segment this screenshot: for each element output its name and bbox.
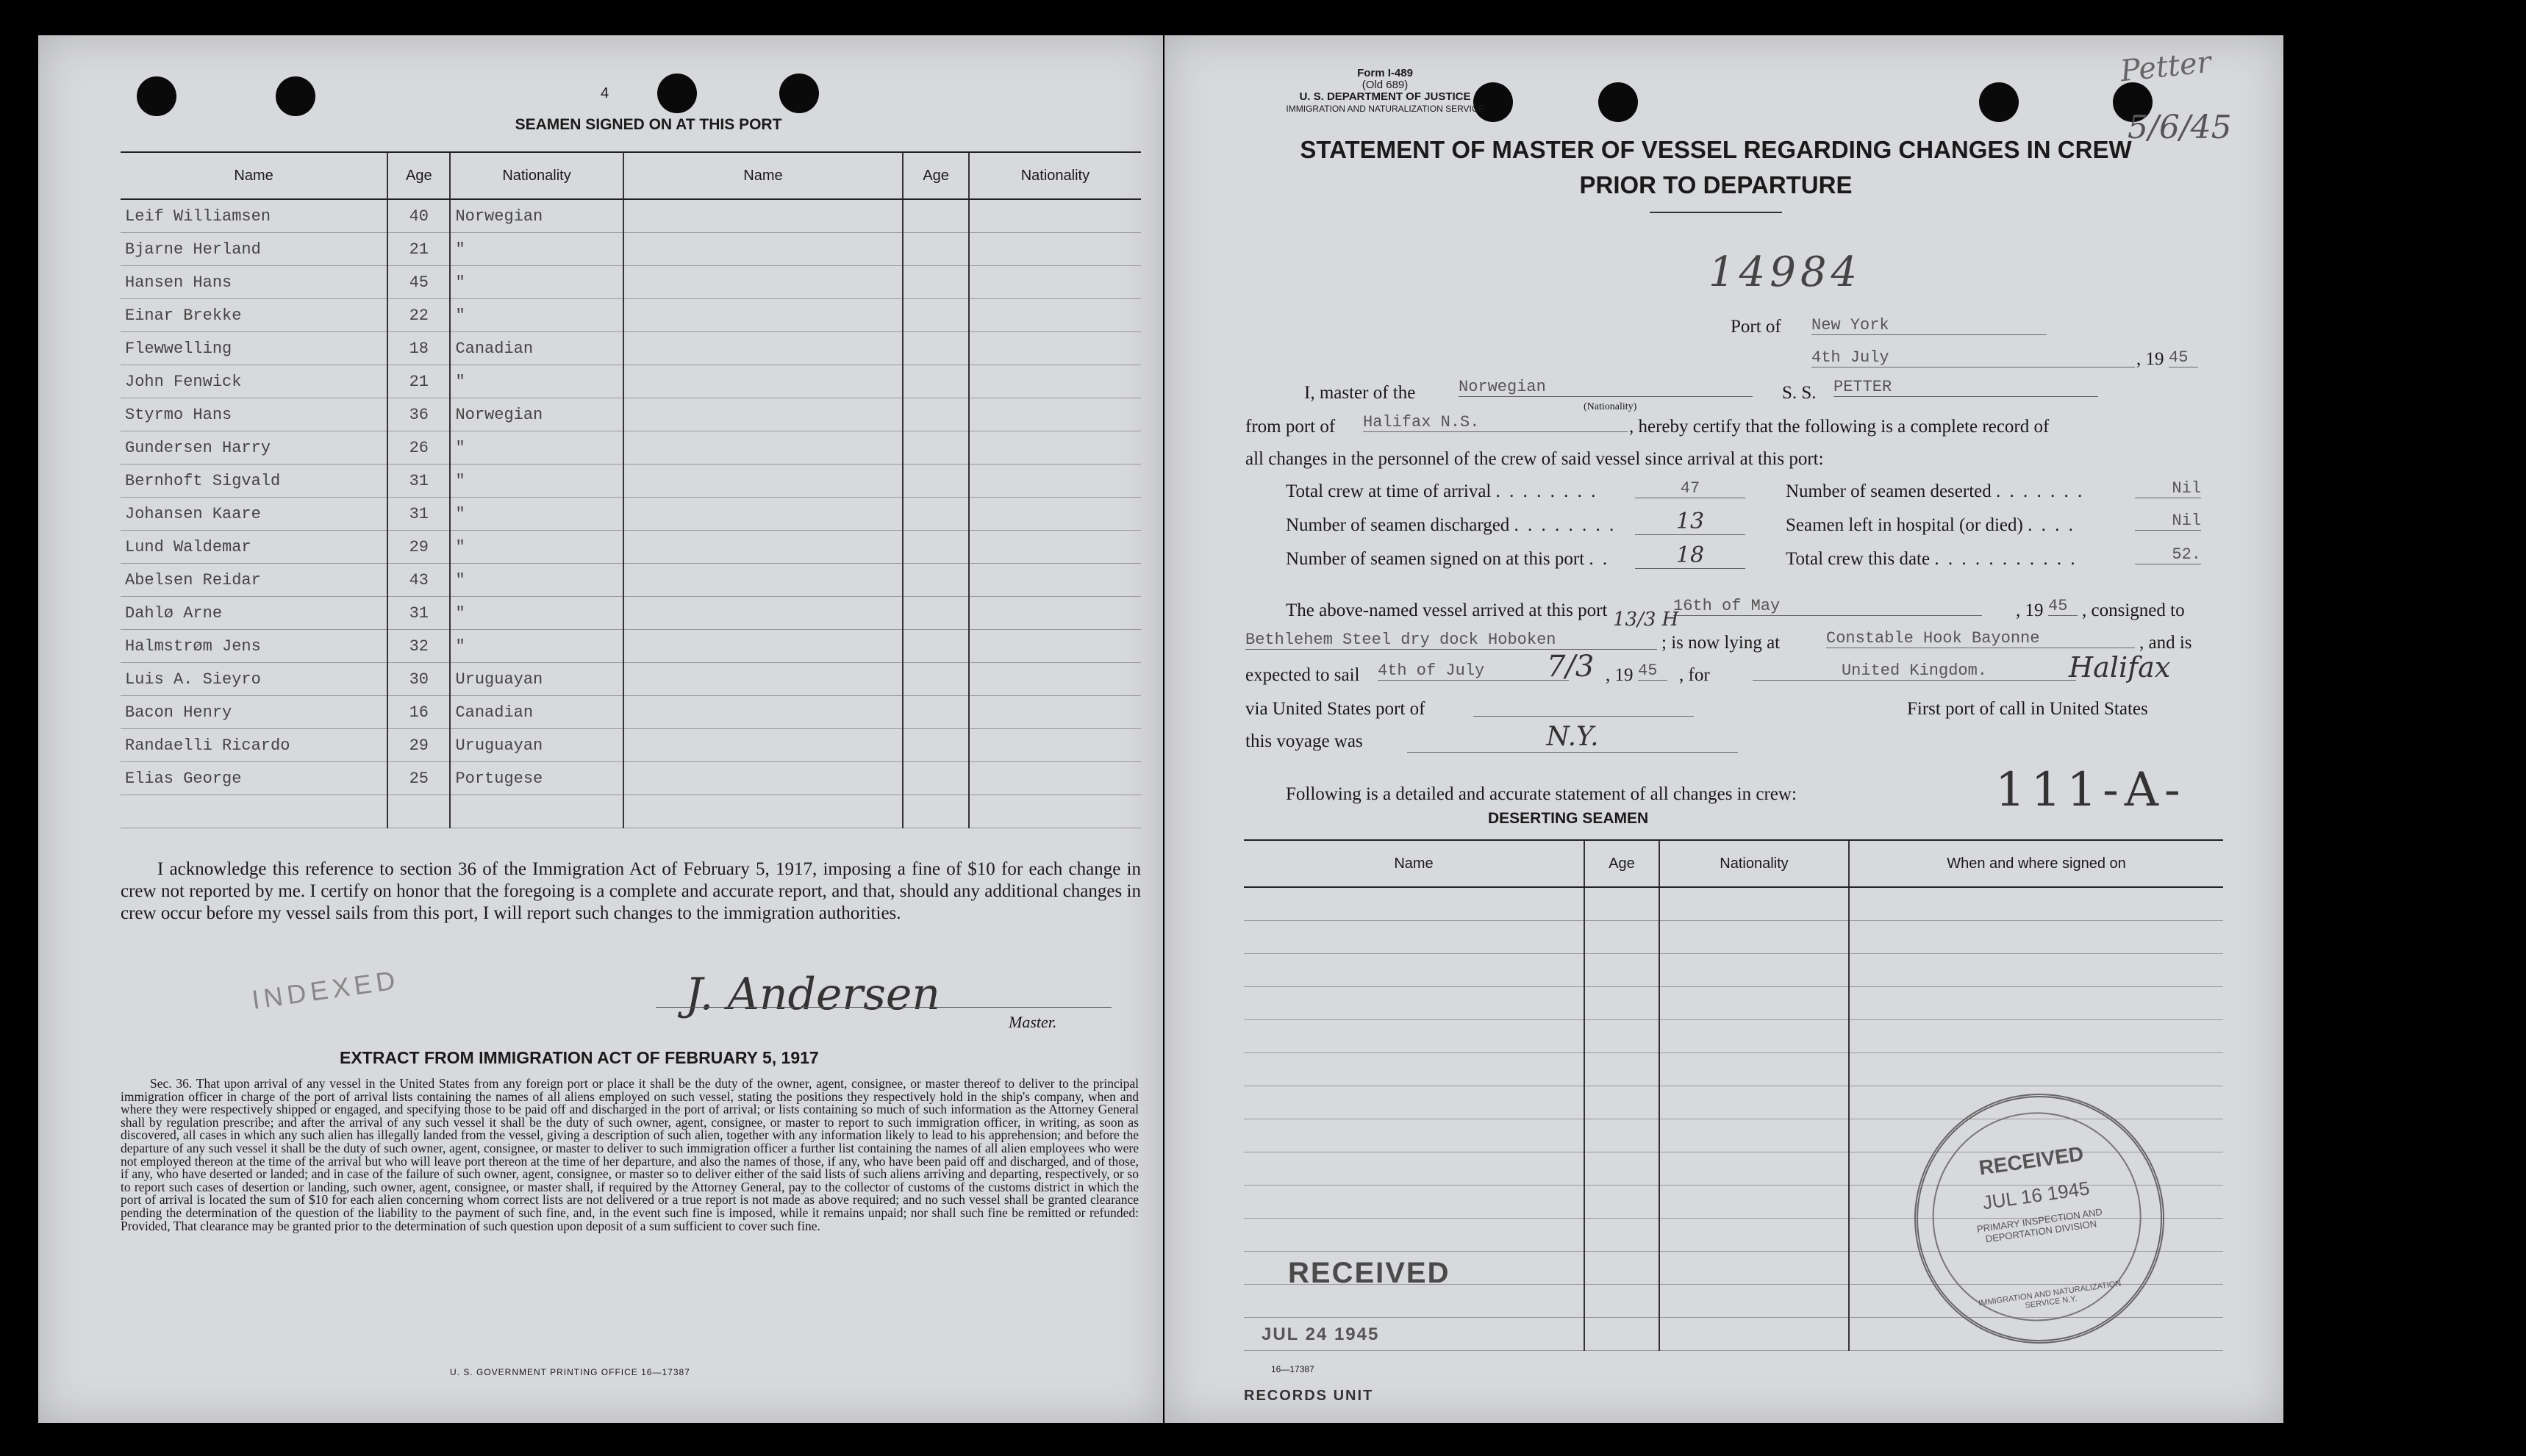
- table-row: [121, 795, 1141, 828]
- cell-nationality: ": [450, 564, 623, 597]
- left-page-title: SEAMEN SIGNED ON AT THIS PORT: [515, 116, 782, 133]
- cell-age: 25: [387, 762, 450, 795]
- cell-name: Gundersen Harry: [121, 431, 387, 465]
- empty-cell: [1244, 1086, 1584, 1119]
- arrived-year-value: 45: [2048, 597, 2078, 616]
- cell-nationality: ": [450, 630, 623, 663]
- empty-cell: [903, 630, 968, 663]
- empty-cell: [1584, 1053, 1659, 1086]
- empty-cell: [969, 795, 1141, 828]
- cell-age: 31: [387, 597, 450, 630]
- cell-nationality: ": [450, 465, 623, 498]
- year-value: 45: [2169, 348, 2198, 367]
- consignee-value: Bethlehem Steel dry dock Hoboken: [1245, 631, 1657, 650]
- certify-text: , hereby certify that the following is a complete record of: [1629, 417, 2050, 437]
- empty-cell: [1659, 1318, 1849, 1351]
- cell-age: 31: [387, 498, 450, 531]
- empty-cell: [1584, 1285, 1659, 1318]
- empty-cell: [623, 431, 904, 465]
- empty-cell: [1849, 1053, 2223, 1086]
- title-line-1: STATEMENT OF MASTER OF VESSEL REGARDING CHANGES IN CREW: [1300, 136, 2132, 163]
- empty-cell: [1659, 921, 1849, 954]
- cell-nationality: Norwegian: [450, 199, 623, 233]
- empty-cell: [1659, 1020, 1849, 1053]
- empty-cell: [623, 597, 904, 630]
- cell-age: 43: [387, 564, 450, 597]
- right-page: [1164, 35, 2283, 1423]
- table-row: [121, 729, 1141, 762]
- hand-code: 111-A-: [1995, 763, 2186, 817]
- table-row: [121, 498, 1141, 531]
- cell-nationality: ": [450, 233, 623, 266]
- col-header-name: Name: [121, 152, 387, 199]
- from-port-value: Halifax N.S.: [1363, 413, 1628, 432]
- port-label: Port of: [1731, 317, 1781, 337]
- cell-nationality: Uruguayan: [450, 729, 623, 762]
- cell-age: 29: [387, 729, 450, 762]
- total-crew-date-label: Total crew this date . . . . . . . . . . .: [1786, 549, 2078, 569]
- arrived-date-value: 16th of May: [1673, 597, 1982, 616]
- destination-note: Halifax: [2069, 651, 2171, 684]
- empty-cell: [1244, 1219, 1584, 1252]
- table-row: [1244, 921, 2223, 954]
- left-page: [38, 35, 1163, 1423]
- sail-year-prefix: , 19: [1606, 665, 1634, 685]
- lying-at-value: Constable Hook Bayonne: [1826, 629, 2135, 648]
- empty-cell: [623, 365, 904, 398]
- empty-cell: [1584, 1020, 1659, 1053]
- from-port-label: from port of: [1245, 417, 1336, 437]
- empty-cell: [969, 299, 1141, 332]
- date-value: 4th July: [1811, 348, 2135, 367]
- master-label: Master.: [1009, 1013, 1057, 1031]
- empty-cell: [1659, 1086, 1849, 1119]
- cell-age: 40: [387, 199, 450, 233]
- empty-cell: [969, 564, 1141, 597]
- cell-name: Styrmo Hans: [121, 398, 387, 431]
- cell-nationality: ": [450, 266, 623, 299]
- round-stamp-line-2: JUL 16 1945: [1981, 1177, 2092, 1214]
- following-text: Following is a detailed and accurate statement of all changes in crew:: [1286, 784, 1797, 804]
- punch-hole: [779, 73, 819, 113]
- empty-cell: [1584, 1186, 1659, 1219]
- empty-cell: [1849, 887, 2223, 921]
- cell-nationality: Uruguayan: [450, 663, 623, 696]
- punch-hole: [657, 73, 697, 113]
- table-row: [121, 630, 1141, 663]
- certify-text-2: all changes in the personnel of the crew of said vessel since arrival at this port:: [1245, 449, 1824, 469]
- acknowledgement-text: I acknowledge this reference to section 36 of the Immigration Act of February 5, 1917, imposing a fine of $10 for each change in crew not reported by me. I certify on honor that the foregoing is a complete and accurate report, and that, should any additional changes in crew occur before my vessel sails from this port, I will report such changes to the immigration authorities.: [121, 859, 1141, 923]
- table-row: [1244, 1020, 2223, 1053]
- empty-cell: [1659, 987, 1849, 1020]
- arrived-text: The above-named vessel arrived at this port: [1286, 600, 1608, 620]
- empty-cell: [969, 266, 1141, 299]
- empty-cell: [969, 531, 1141, 564]
- empty-cell: [1584, 1119, 1659, 1152]
- empty-cell: [903, 795, 968, 828]
- cell-name: Flewwelling: [121, 332, 387, 365]
- empty-cell: [1584, 887, 1659, 921]
- cell-name: Randaelli Ricardo: [121, 729, 387, 762]
- port-value: New York: [1811, 316, 2047, 335]
- cell-nationality: Canadian: [450, 696, 623, 729]
- cell-name: Lund Waldemar: [121, 531, 387, 564]
- empty-cell: [1659, 1219, 1849, 1252]
- cell-nationality: ": [450, 365, 623, 398]
- desert-col-signed-on: When and where signed on: [1849, 840, 2223, 887]
- form-old-number: (Old 689): [1362, 79, 1409, 91]
- empty-cell: [1659, 1119, 1849, 1152]
- cell-age: 36: [387, 398, 450, 431]
- sail-label: expected to sail: [1245, 665, 1360, 685]
- empty-cell: [903, 365, 968, 398]
- col-header-age: Age: [387, 152, 450, 199]
- section-label: Sec. 36.: [150, 1076, 193, 1091]
- empty-cell: [903, 199, 968, 233]
- cell-age: 32: [387, 630, 450, 663]
- service: IMMIGRATION AND NATURALIZATION SERVICE: [1286, 104, 1484, 114]
- sail-year-value: 45: [1638, 661, 1667, 681]
- punch-hole: [1979, 82, 2019, 122]
- empty-cell: [903, 762, 968, 795]
- consignee-note: 13/3 H: [1613, 609, 1679, 631]
- file-number: 14984: [1709, 248, 1862, 296]
- discharged-value: 13: [1635, 509, 1745, 535]
- cell-age: 26: [387, 431, 450, 465]
- empty-cell: [623, 696, 904, 729]
- empty-cell: [903, 431, 968, 465]
- cell-nationality: Canadian: [450, 332, 623, 365]
- signed-on-label: Number of seamen signed on at this port . .: [1286, 549, 1610, 569]
- form-header: [1238, 68, 1532, 115]
- punch-hole: [276, 76, 315, 116]
- empty-cell: [969, 431, 1141, 465]
- empty-cell: [1244, 1152, 1584, 1186]
- empty-cell: [903, 531, 968, 564]
- via-label: via United States port of: [1245, 699, 1425, 719]
- empty-cell: [623, 729, 904, 762]
- corner-note-name: Petter: [2118, 45, 2213, 89]
- extract-title: EXTRACT FROM IMMIGRATION ACT OF FEBRUARY 5, 1917: [340, 1048, 819, 1067]
- right-printer-line: 16—17387: [1271, 1364, 1314, 1374]
- empty-cell: [1584, 921, 1659, 954]
- empty-cell: [903, 696, 968, 729]
- empty-cell: [1849, 1020, 2223, 1053]
- page-number: 4: [601, 85, 609, 101]
- hospital-label: Seamen left in hospital (or died) . . . .: [1786, 515, 2075, 535]
- table-row: [121, 465, 1141, 498]
- cell-name: Bernhoft Sigvald: [121, 465, 387, 498]
- table-row: [121, 332, 1141, 365]
- department: U. S. DEPARTMENT OF JUSTICE: [1299, 90, 1471, 103]
- first-port-label: First port of call in United States: [1907, 699, 2148, 719]
- sail-note: 7/3: [1547, 650, 1595, 684]
- empty-cell: [623, 398, 904, 431]
- indexed-stamp: INDEXED: [250, 964, 401, 1015]
- empty-cell: [1244, 1119, 1584, 1152]
- corner-note-date: 5/6/45: [2128, 109, 2232, 146]
- empty-cell: [450, 795, 623, 828]
- records-unit-stamp: RECORDS UNIT: [1244, 1388, 1374, 1404]
- round-stamp-ring: IMMIGRATION AND NATURALIZATION SERVICE N.Y.: [1978, 1279, 2122, 1310]
- empty-cell: [623, 795, 904, 828]
- empty-cell: [1244, 1053, 1584, 1086]
- cell-nationality: Portugese: [450, 762, 623, 795]
- deserting-title: DESERTING SEAMEN: [1488, 810, 1649, 827]
- table-row: [121, 762, 1141, 795]
- col-header-nationality-2: Nationality: [969, 152, 1141, 199]
- empty-cell: [903, 564, 968, 597]
- consigned-label: , consigned to: [2082, 600, 2185, 620]
- voyage-value: N.Y.: [1407, 722, 1738, 753]
- table-row: [121, 266, 1141, 299]
- empty-cell: [1244, 887, 1584, 921]
- cell-age: 31: [387, 465, 450, 498]
- empty-cell: [1659, 1152, 1849, 1186]
- ss-label: S. S.: [1782, 383, 1817, 403]
- cell-name: Dahlø Arne: [121, 597, 387, 630]
- table-row: [121, 398, 1141, 431]
- cell-name: Elias George: [121, 762, 387, 795]
- cell-nationality: ": [450, 498, 623, 531]
- empty-cell: [623, 233, 904, 266]
- empty-cell: [623, 531, 904, 564]
- empty-cell: [903, 299, 968, 332]
- empty-cell: [903, 663, 968, 696]
- empty-cell: [969, 729, 1141, 762]
- empty-cell: [623, 630, 904, 663]
- ship-value: PETTER: [1833, 378, 2098, 397]
- table-row: [121, 299, 1141, 332]
- empty-cell: [623, 332, 904, 365]
- for-label: , for: [1679, 665, 1710, 685]
- table-row: [1244, 954, 2223, 987]
- punch-hole: [1598, 82, 1638, 122]
- empty-cell: [623, 762, 904, 795]
- form-number: Form I-489: [1357, 67, 1413, 79]
- desert-col-age: Age: [1584, 840, 1659, 887]
- table-row: [121, 696, 1141, 729]
- empty-cell: [969, 233, 1141, 266]
- cell-name: Bjarne Herland: [121, 233, 387, 266]
- empty-cell: [623, 564, 904, 597]
- table-row: [1244, 987, 2223, 1020]
- empty-cell: [387, 795, 450, 828]
- empty-cell: [969, 465, 1141, 498]
- total-crew-arrival-value: 47: [1635, 479, 1745, 498]
- empty-cell: [1244, 1020, 1584, 1053]
- sail-date-value: 4th of July: [1378, 661, 1569, 681]
- cell-nationality: Norwegian: [450, 398, 623, 431]
- received-date: JUL 24 1945: [1262, 1324, 1380, 1344]
- empty-cell: [1584, 1086, 1659, 1119]
- empty-cell: [623, 199, 904, 233]
- empty-cell: [1584, 1252, 1659, 1285]
- cell-name: Halmstrøm Jens: [121, 630, 387, 663]
- table-row: [1244, 887, 2223, 921]
- cell-name: Johansen Kaare: [121, 498, 387, 531]
- empty-cell: [903, 233, 968, 266]
- signature-line: [656, 1007, 1112, 1008]
- discharged-label: Number of seamen discharged . . . . . . . .: [1286, 515, 1617, 535]
- empty-cell: [1659, 1053, 1849, 1086]
- empty-cell: [969, 762, 1141, 795]
- table-row: [121, 431, 1141, 465]
- empty-cell: [1244, 954, 1584, 987]
- col-header-name-2: Name: [623, 152, 904, 199]
- form-title: [1209, 132, 2223, 203]
- table-row: [121, 365, 1141, 398]
- year-prefix: , 19: [2136, 349, 2164, 369]
- signed-on-value: 18: [1635, 542, 1745, 569]
- nationality-value: Norwegian: [1459, 378, 1753, 397]
- cell-age: 29: [387, 531, 450, 564]
- col-header-age-2: Age: [903, 152, 968, 199]
- empty-cell: [969, 597, 1141, 630]
- signed-on-table: [121, 151, 1141, 828]
- empty-cell: [1659, 1252, 1849, 1285]
- empty-cell: [969, 365, 1141, 398]
- table-row: [121, 663, 1141, 696]
- cell-name: Abelsen Reidar: [121, 564, 387, 597]
- empty-cell: [1659, 1285, 1849, 1318]
- received-stamp: RECEIVED: [1288, 1257, 1450, 1289]
- cell-name: Einar Brekke: [121, 299, 387, 332]
- cell-name: Hansen Hans: [121, 266, 387, 299]
- title-rule: [1650, 212, 1782, 213]
- cell-name: Luis A. Sieyro: [121, 663, 387, 696]
- title-line-2: PRIOR TO DEPARTURE: [1579, 171, 1853, 198]
- empty-cell: [1244, 987, 1584, 1020]
- empty-cell: [903, 398, 968, 431]
- empty-cell: [1584, 1152, 1659, 1186]
- deserted-value: Nil: [2135, 479, 2201, 498]
- cell-age: 22: [387, 299, 450, 332]
- hospital-value: Nil: [2135, 512, 2201, 531]
- cell-nationality: ": [450, 299, 623, 332]
- arrived-year-prefix: , 19: [2016, 600, 2044, 620]
- voyage-label: this voyage was: [1245, 731, 1363, 751]
- empty-cell: [969, 498, 1141, 531]
- cell-name: Bacon Henry: [121, 696, 387, 729]
- empty-cell: [903, 498, 968, 531]
- empty-cell: [1849, 954, 2223, 987]
- empty-cell: [969, 398, 1141, 431]
- nationality-hint: (Nationality): [1584, 401, 1637, 412]
- cell-age: 21: [387, 365, 450, 398]
- table-row: [121, 597, 1141, 630]
- cell-age: 16: [387, 696, 450, 729]
- empty-cell: [1659, 1186, 1849, 1219]
- master-signature: J. Andersen: [685, 969, 941, 1020]
- punch-hole: [137, 76, 176, 116]
- empty-cell: [969, 630, 1141, 663]
- empty-cell: [903, 332, 968, 365]
- table-row: [121, 531, 1141, 564]
- master-prefix: I, master of the: [1304, 383, 1416, 403]
- table-row: [121, 564, 1141, 597]
- round-stamp-line-1: RECEIVED: [1977, 1141, 2085, 1180]
- total-crew-date-value: 52.: [2135, 545, 2201, 564]
- empty-cell: [1584, 1219, 1659, 1252]
- empty-cell: [1659, 887, 1849, 921]
- col-header-nationality: Nationality: [450, 152, 623, 199]
- empty-cell: [903, 597, 968, 630]
- empty-cell: [1659, 954, 1849, 987]
- empty-cell: [969, 663, 1141, 696]
- lying-label: ; is now lying at: [1661, 633, 1781, 653]
- empty-cell: [969, 332, 1141, 365]
- desert-col-nationality: Nationality: [1659, 840, 1849, 887]
- empty-cell: [903, 729, 968, 762]
- cell-name: John Fenwick: [121, 365, 387, 398]
- empty-cell: [623, 266, 904, 299]
- table-row: [121, 199, 1141, 233]
- empty-cell: [969, 199, 1141, 233]
- via-line: [1473, 716, 1694, 717]
- section-36-text: [121, 1077, 1139, 1233]
- and-is-label: , and is: [2139, 633, 2192, 653]
- empty-cell: [121, 795, 387, 828]
- desert-col-name: Name: [1244, 840, 1584, 887]
- empty-cell: [623, 663, 904, 696]
- destination-value: United Kingdom.: [1753, 661, 2076, 681]
- signed-on-rows: [121, 199, 1141, 828]
- cell-name: Leif Williamsen: [121, 199, 387, 233]
- empty-cell: [969, 696, 1141, 729]
- table-row: [1244, 1053, 2223, 1086]
- cell-age: 18: [387, 332, 450, 365]
- cell-nationality: ": [450, 531, 623, 564]
- empty-cell: [903, 266, 968, 299]
- empty-cell: [623, 299, 904, 332]
- table-row: [121, 233, 1141, 266]
- cell-age: 45: [387, 266, 450, 299]
- total-crew-arrival-label: Total crew at time of arrival . . . . . . . .: [1286, 481, 1598, 501]
- cell-age: 30: [387, 663, 450, 696]
- empty-cell: [1584, 1318, 1659, 1351]
- empty-cell: [1584, 954, 1659, 987]
- empty-cell: [623, 498, 904, 531]
- empty-cell: [1849, 921, 2223, 954]
- section-body: That upon arrival of any vessel in the United States from any foreign port or place it shall be the duty of the owner, agent, consignee, or master thereof to deliver to the principal immigration officer in charge of the port of arrival lists containing the names of all aliens employed on such vessel, stating the positions they respectively hold in the ship's company, when and where they were respectively shipped or engaged, and specifying those to be paid off and discharged in the port of arrival; or lists containing so much of such information as the Attorney General shall by regulation prescribe; and after the arrival of any such vessel it shall be the duty of such owner, agent, consignee, or master to report to such immigration officer, in writing, as soon as discovered, all cases in which any such alien has illegally landed from the vessel, giving a description of such alien, together with any information likely to lead to his apprehension; and before the departure of any such vessel it shall be the duty of such owner, agent, consignee, or master to deliver to such immigration officer a further list containing the names of all alien employees who were not employed thereon at the time of the arrival but who will leave port thereon at the time of her departure, and also the names of those, if any, who have been paid off and discharged, and of those, if any, who have deserted or landed; and in case of the failure of such owner, agent, consignee, or master so to deliver either of the said lists of such aliens arriving and departing, respectively, or so to report such cases of desertion or landing, such owner, agent, consignee, or master shall, if required by the Attorney General, pay to the collector of customs of the customs district in which the port of arrival is located the sum of $10 for each alien concerning whom correct lists are not delivered or a true report is not made as above required; and no such vessel shall be granted clearance pending the determination of the question of the liability to the payment of such fine, and, in the event such fine is imposed, while it remains unpaid; nor shall such fine be remitted or refunded: Provided, That clearance may be granted prior to the determination of such question upon deposit of a sum sufficient to cover such fine.: [121, 1076, 1139, 1233]
- cell-nationality: ": [450, 597, 623, 630]
- cell-age: 21: [387, 233, 450, 266]
- empty-cell: [623, 465, 904, 498]
- deserted-label: Number of seamen deserted . . . . . . .: [1786, 481, 2085, 501]
- cell-nationality: ": [450, 431, 623, 465]
- empty-cell: [1244, 921, 1584, 954]
- round-stamp-line-3: PRIMARY INSPECTION AND DEPORTATION DIVISION: [1976, 1206, 2103, 1245]
- empty-cell: [1849, 987, 2223, 1020]
- empty-cell: [903, 465, 968, 498]
- empty-cell: [1244, 1186, 1584, 1219]
- left-printer-line: U. S. GOVERNMENT PRINTING OFFICE 16—17387: [450, 1367, 690, 1377]
- empty-cell: [1584, 987, 1659, 1020]
